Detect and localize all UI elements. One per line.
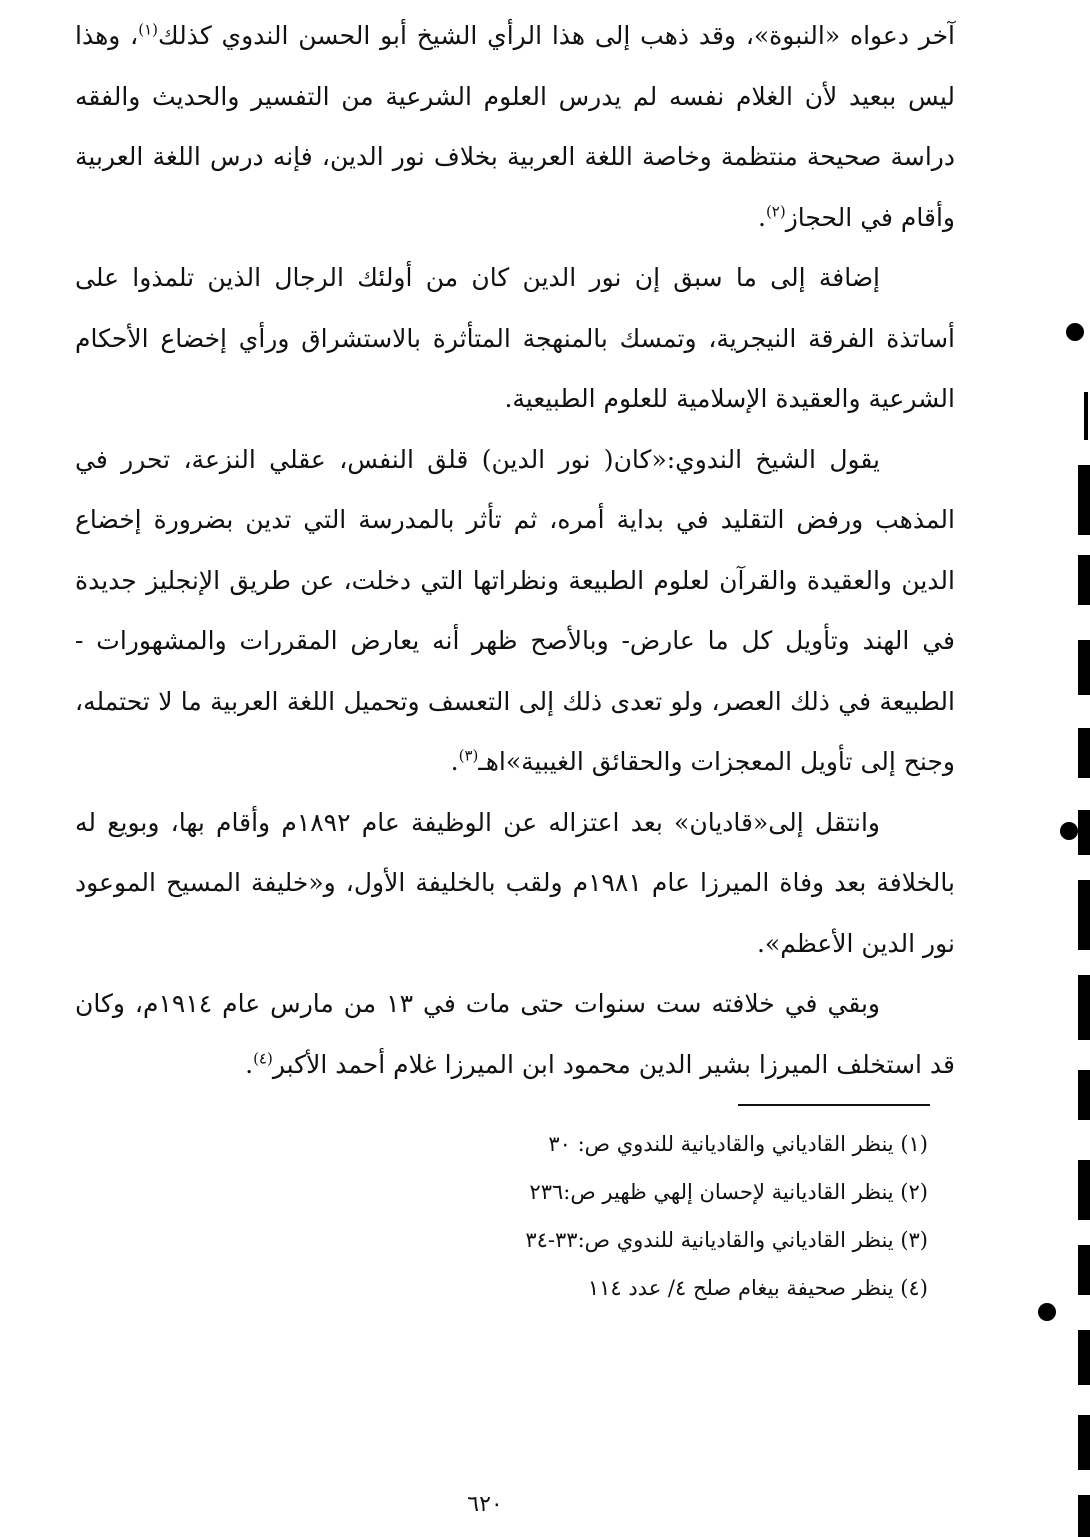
edge-mark <box>1078 465 1090 535</box>
page-number: ٦٢٠ <box>467 1492 503 1517</box>
edge-mark <box>1078 880 1090 950</box>
edge-mark <box>1078 728 1090 778</box>
footnote-1: (١) ينظر القادياني والقاديانية للندوي ص: ٣٠ <box>548 1132 928 1156</box>
footnote-ref-1[interactable]: (١) <box>138 20 159 39</box>
edge-mark <box>1078 640 1090 695</box>
footnote-ref-3[interactable]: (٣) <box>458 746 479 765</box>
edge-mark <box>1078 1415 1090 1470</box>
edge-mark <box>1078 1495 1090 1537</box>
body-text <box>75 6 955 1095</box>
footnote-2: (٢) ينظر القاديانية لإحسان إلهي ظهير ص:٢٣٦ <box>529 1180 928 1204</box>
edge-mark <box>1078 555 1090 605</box>
paragraph-3: يقول الشيخ الندوي:«كان( نور الدين) قلق النفس، عقلي النزعة، تحرر في المذهب ورفض التقليد في بداية أمره، ثم تأثر بالمدرسة التي تدين بضرورة إخضاع الدين والعقيدة والقرآن لعلوم الطبيعة ونظراتها التي دخلت، عن طريق الإنجليز جديدة في الهند وتأويل كل ما عارض- وبالأصح ظهر أنه يعارض المقررات والمشهورات - الطبيعة في ذلك العصر، ولو تعدى ذلك إلى التعسف وتحميل اللغة العربية ما لا تحتمله، وجنح إلى تأويل المعجزات والحقائق الغيبية»اهـ$^{(٣)}$. <box>75 444 955 776</box>
footnote-4: (٤) ينظر صحيفة بيغام صلح ٤/ عدد ١١٤ <box>587 1276 928 1300</box>
edge-mark <box>1078 1160 1090 1220</box>
paragraph-5: وبقي في خلافته ست سنوات حتى مات في ١٣ من مارس عام ١٩١٤م، وكان قد استخلف الميرزا بشير الدين محمود ابن الميرزا غلام أحمد الأكبر$^{(٤)}$. <box>75 989 955 1079</box>
footnote-ref-2[interactable]: (٢) <box>765 202 786 221</box>
footnotes <box>525 1120 928 1312</box>
footnote-3: (٣) ينظر القادياني والقاديانية للندوي ص:٣٣-٣٤ <box>525 1228 928 1252</box>
binder-hole-dot <box>1038 1303 1056 1321</box>
edge-mark <box>1078 975 1090 1040</box>
edge-mark <box>1078 1245 1090 1295</box>
edge-mark <box>1078 810 1090 855</box>
edge-mark <box>1084 392 1088 440</box>
edge-mark <box>1078 1070 1090 1120</box>
footnote-separator <box>738 1104 930 1106</box>
edge-mark <box>1078 1330 1090 1385</box>
footnote-ref-4[interactable]: (٤) <box>253 1049 273 1068</box>
paragraph-2: إضافة إلى ما سبق إن نور الدين كان من أولئك الرجال الذين تلمذوا على أساتذة الفرقة النيجرية، وتمسك بالمنهجة المتأثرة بالاستشراق ورأي إخضاع الأحكام الشرعية والعقيدة الإسلامية للعلوم الطبيعية. <box>75 263 955 413</box>
binder-hole-dot <box>1060 822 1078 840</box>
binder-hole-dot <box>1066 323 1084 341</box>
paragraph-1: آخر دعواه «النبوة»، وقد ذهب إلى هذا الرأي الشيخ أبو الحسن الندوي كذلك$^{(١)}$، وهذا ليس ببعيد لأن الغلام نفسه لم يدرس العلوم الشرعية من التفسير والحديث والفقه دراسة صحيحة منتظمة وخاصة اللغة العربية بخلاف نور الدين، فإنه درس اللغة العربية وأقام في الحجاز$^{(٢)}$. <box>75 20 956 232</box>
paragraph-4: وانتقل إلى«قاديان» بعد اعتزاله عن الوظيفة عام ١٨٩٢م وأقام بها، وبويع له بالخلافة بعد وفاة الميرزا عام ١٩٨١م ولقب بالخليفة الأول، و«خليفة المسيح الموعود نور الدين الأعظم». <box>75 807 956 958</box>
